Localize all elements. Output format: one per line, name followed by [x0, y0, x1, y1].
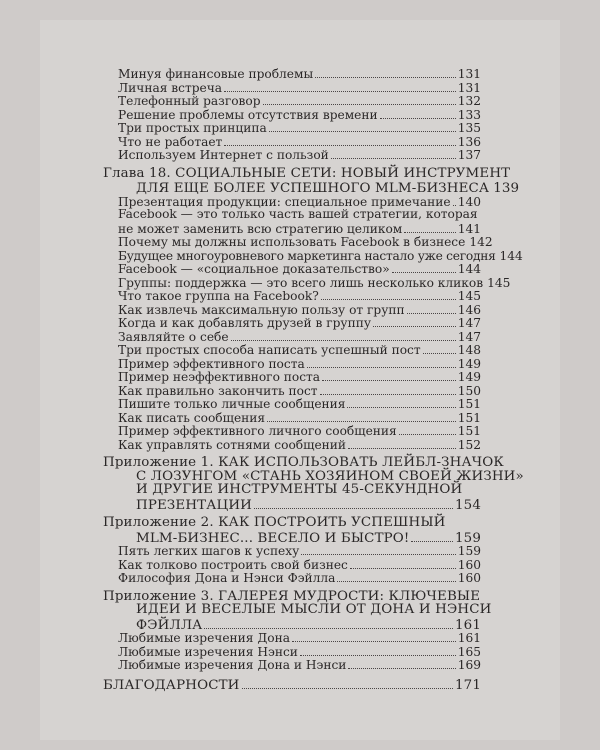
toc-entry — [118, 302, 481, 316]
leader-dots — [348, 437, 456, 449]
toc-entry — [118, 248, 523, 263]
toc-entry-page: 149 — [457, 370, 481, 384]
chapter-heading-line — [136, 180, 520, 196]
toc-entry-page: 132 — [457, 94, 481, 108]
appendix-heading: ИДЕИ И ВЕСЕЛЫЕ МЫСЛИ ОТ ДОНА И НЭНСИ — [136, 602, 492, 617]
toc-entry-title: Что такое группа на Facebook? — [118, 289, 319, 303]
toc-entry — [118, 570, 481, 584]
toc-entry — [118, 80, 481, 94]
appendix-heading: С ЛОЗУНГОМ «СТАНЬ ХОЗЯИНОМ СВОЕЙ ЖИЗНИ» — [136, 468, 524, 484]
appendix-heading: Приложение 3. ГАЛЕРЕЯ МУДРОСТИ: КЛЮЧЕВЫЕ — [103, 588, 481, 604]
toc-entry-page: 150 — [457, 383, 481, 398]
leader-dots — [242, 677, 453, 689]
toc-entry — [118, 66, 481, 80]
toc-entry-page: 147 — [457, 329, 481, 344]
toc-entry-page: 141 — [457, 221, 481, 236]
toc-entry-page: 151 — [457, 410, 481, 425]
appendix-heading: Приложение 1. КАК ИСПОЛЬЗОВАТЬ ЛЕЙБЛ-ЗНАЧОК — [103, 455, 504, 470]
chapter-page: 139 — [493, 181, 520, 196]
toc-entry-page: 165 — [457, 644, 481, 659]
leader-dots — [407, 302, 456, 314]
toc-entry — [118, 288, 481, 302]
leader-dots — [350, 557, 456, 569]
toc-entry-page: 151 — [457, 397, 481, 411]
leader-dots — [320, 383, 456, 395]
leader-dots — [254, 497, 453, 509]
toc-entry-title: Facebook — это только часть вашей стратегии, которая — [118, 207, 478, 221]
toc-entry-title: Пять легких шагов к успеху — [118, 544, 300, 558]
leader-dots — [321, 288, 456, 300]
toc-entry — [118, 234, 493, 249]
toc-entry-title-cont: не может заменить всю стратегию целиком — [118, 221, 403, 236]
leader-dots — [404, 221, 455, 233]
toc-entry-page: 131 — [457, 67, 481, 81]
toc-entry-page: 159 — [457, 544, 481, 558]
toc-entry — [118, 557, 481, 571]
toc-entry-title: Когда и как добавлять друзей в группу — [118, 316, 372, 330]
appendix-heading: Приложение 2. КАК ПОСТРОИТЬ УСПЕШНЫЙ — [103, 515, 446, 530]
toc-entry-title: Три простых принципа — [118, 121, 267, 135]
toc-entry-title: Решение проблемы отсутствия времени — [118, 107, 378, 122]
toc-entry-page: 151 — [457, 424, 481, 438]
toc-entry-page: 133 — [457, 107, 481, 122]
leader-dots — [347, 396, 455, 408]
toc-entry-title: Любимые изречения Дона — [118, 631, 291, 645]
toc-entry-page: 144 — [457, 262, 481, 276]
toc-entry-title: Facebook — «социальное доказательство» — [118, 262, 390, 276]
toc-entry — [118, 437, 481, 451]
toc-entry-page: 144 — [499, 248, 523, 263]
appendix-page: 159 — [454, 530, 481, 546]
toc-entry-title: Пример эффективного поста — [118, 356, 305, 371]
leader-dots — [315, 66, 456, 78]
toc-entry-page: 146 — [457, 302, 481, 317]
toc-entry — [118, 93, 481, 107]
appendix-heading-line — [136, 530, 481, 544]
chapter-heading-text: ДЛЯ ЕЩЕ БОЛЕЕ УСПЕШНОГО MLM-БИЗНЕСА — [136, 181, 490, 196]
toc-entry — [118, 396, 481, 410]
toc-entry — [118, 410, 481, 424]
toc-entry-title: Любимые изречения Дона и Нэнси — [118, 658, 347, 672]
toc-entry — [118, 342, 481, 356]
leader-dots — [224, 134, 455, 146]
toc-entry-title: Почему мы должны использовать Facebook в бизнесе — [118, 235, 466, 249]
toc-entry — [118, 356, 481, 370]
leader-dots — [423, 342, 456, 354]
toc-entry-title: Группы: поддержка — это всего лишь несколько кликов — [118, 275, 484, 290]
toc-entry-page: 145 — [457, 289, 481, 303]
toc-entry-title: Телефонный разговор — [118, 94, 261, 108]
toc-entry-page: 135 — [457, 121, 481, 135]
chapter-heading: Глава 18. СОЦИАЛЬНЫЕ СЕТИ: НОВЫЙ ИНСТРУМЕНТ — [103, 165, 511, 181]
acknowledgements-page: 171 — [454, 677, 481, 693]
toc-entry-page: 145 — [487, 275, 511, 290]
toc-entry-page: 147 — [457, 316, 481, 330]
toc-entry — [118, 369, 481, 383]
toc-entry-title: Как толково построить свой бизнес — [118, 557, 348, 572]
leader-dots — [267, 410, 456, 422]
toc-entry — [118, 147, 481, 161]
toc-entry-page: 161 — [457, 631, 481, 645]
leader-dots — [301, 543, 455, 555]
toc-entry-page: 131 — [457, 80, 481, 95]
toc-entry-title: Как управлять сотнями сообщений — [118, 437, 347, 452]
toc-entry — [118, 383, 481, 397]
toc-entry-title: Минуя финансовые проблемы — [118, 67, 314, 81]
toc-entry — [118, 329, 481, 343]
leader-dots — [300, 644, 456, 656]
toc-entry-page: 137 — [457, 148, 481, 162]
leader-dots — [373, 315, 456, 327]
toc-entry — [118, 194, 481, 208]
leader-dots — [392, 261, 456, 273]
toc-entry-page: 142 — [469, 235, 493, 249]
appendix-page: 154 — [454, 497, 481, 513]
appendix-page: 161 — [454, 617, 481, 633]
toc-entry-title: Пишите только личные сообщения — [118, 397, 346, 411]
appendix-heading: И ДРУГИЕ ИНСТРУМЕНТЫ 45-СЕКУНДНОЙ — [136, 482, 463, 497]
toc-entry — [118, 315, 481, 329]
toc-entry-title: Философия Дона и Нэнси Фэйлла — [118, 571, 336, 585]
toc-entry-title: Презентация продукции: специальное примечание — [118, 194, 451, 209]
toc-entry — [118, 275, 511, 290]
toc-entry-title: Используем Интернет с пользой — [118, 148, 329, 162]
appendix-heading-line — [136, 617, 481, 631]
leader-dots — [269, 120, 456, 132]
toc-entry-title: Личная встреча — [118, 80, 223, 95]
leader-dots — [322, 369, 456, 381]
toc-entry — [118, 261, 481, 275]
toc-entry — [118, 644, 481, 658]
toc-entry — [118, 107, 481, 121]
toc-entry-title: Пример эффективного личного сообщения — [118, 424, 397, 438]
toc-entry — [118, 543, 481, 557]
leader-dots — [331, 147, 456, 159]
toc-entry-page: 152 — [457, 437, 481, 452]
toc-entry — [118, 423, 481, 437]
toc-entry-page: 136 — [457, 134, 481, 149]
appendix-heading-text: MLM-БИЗНЕС... ВЕСЕЛО И БЫСТРО! — [136, 530, 410, 546]
toc-entry-page: 149 — [457, 356, 481, 371]
leader-dots — [204, 617, 453, 629]
toc-entry-page: 160 — [457, 571, 481, 585]
leader-dots — [263, 93, 456, 105]
leader-dots — [399, 423, 456, 435]
leader-dots — [348, 657, 455, 669]
toc-entry-page: 160 — [457, 557, 481, 572]
leader-dots — [307, 356, 456, 368]
leader-dots — [292, 630, 456, 642]
toc-entry — [118, 120, 481, 134]
toc-entry-title: Заявляйте о себе — [118, 329, 229, 344]
leader-dots — [231, 329, 456, 341]
leader-dots — [224, 80, 456, 92]
toc-entry-page: 169 — [457, 658, 481, 672]
toc-entry-title: Как правильно закончить пост — [118, 383, 318, 398]
appendix-heading-line — [136, 497, 481, 511]
leader-dots — [453, 194, 456, 206]
toc-entry — [118, 134, 481, 148]
toc-entry-title: Как извлечь максимальную пользу от групп — [118, 302, 405, 317]
acknowledgements-title: БЛАГОДАРНОСТИ — [103, 677, 240, 693]
appendix-heading-text: ПРЕЗЕНТАЦИИ — [136, 497, 253, 513]
toc-entry-title: Будущее многоуровневого маркетинга настало уже сегодня — [118, 248, 496, 263]
toc-entry-page: 140 — [457, 194, 481, 209]
toc-entry-title: Как писать сообщения — [118, 410, 266, 425]
toc-entry-page: 148 — [457, 343, 481, 357]
toc-entry-title: Три простых способа написать успешный пост — [118, 343, 421, 357]
appendix-heading-text: ФЭЙЛЛА — [136, 617, 203, 633]
toc-entry-title: Любимые изречения Нэнси — [118, 644, 298, 659]
leader-dots — [380, 107, 456, 119]
acknowledgements-line — [103, 677, 481, 691]
leader-dots — [337, 570, 455, 582]
toc-entry — [118, 221, 481, 235]
toc-entry — [118, 630, 481, 644]
leader-dots — [411, 530, 453, 542]
toc-entry-title: Пример неэффективного поста — [118, 370, 321, 384]
toc-entry — [118, 657, 481, 671]
toc-entry-title: Что не работает — [118, 134, 223, 149]
